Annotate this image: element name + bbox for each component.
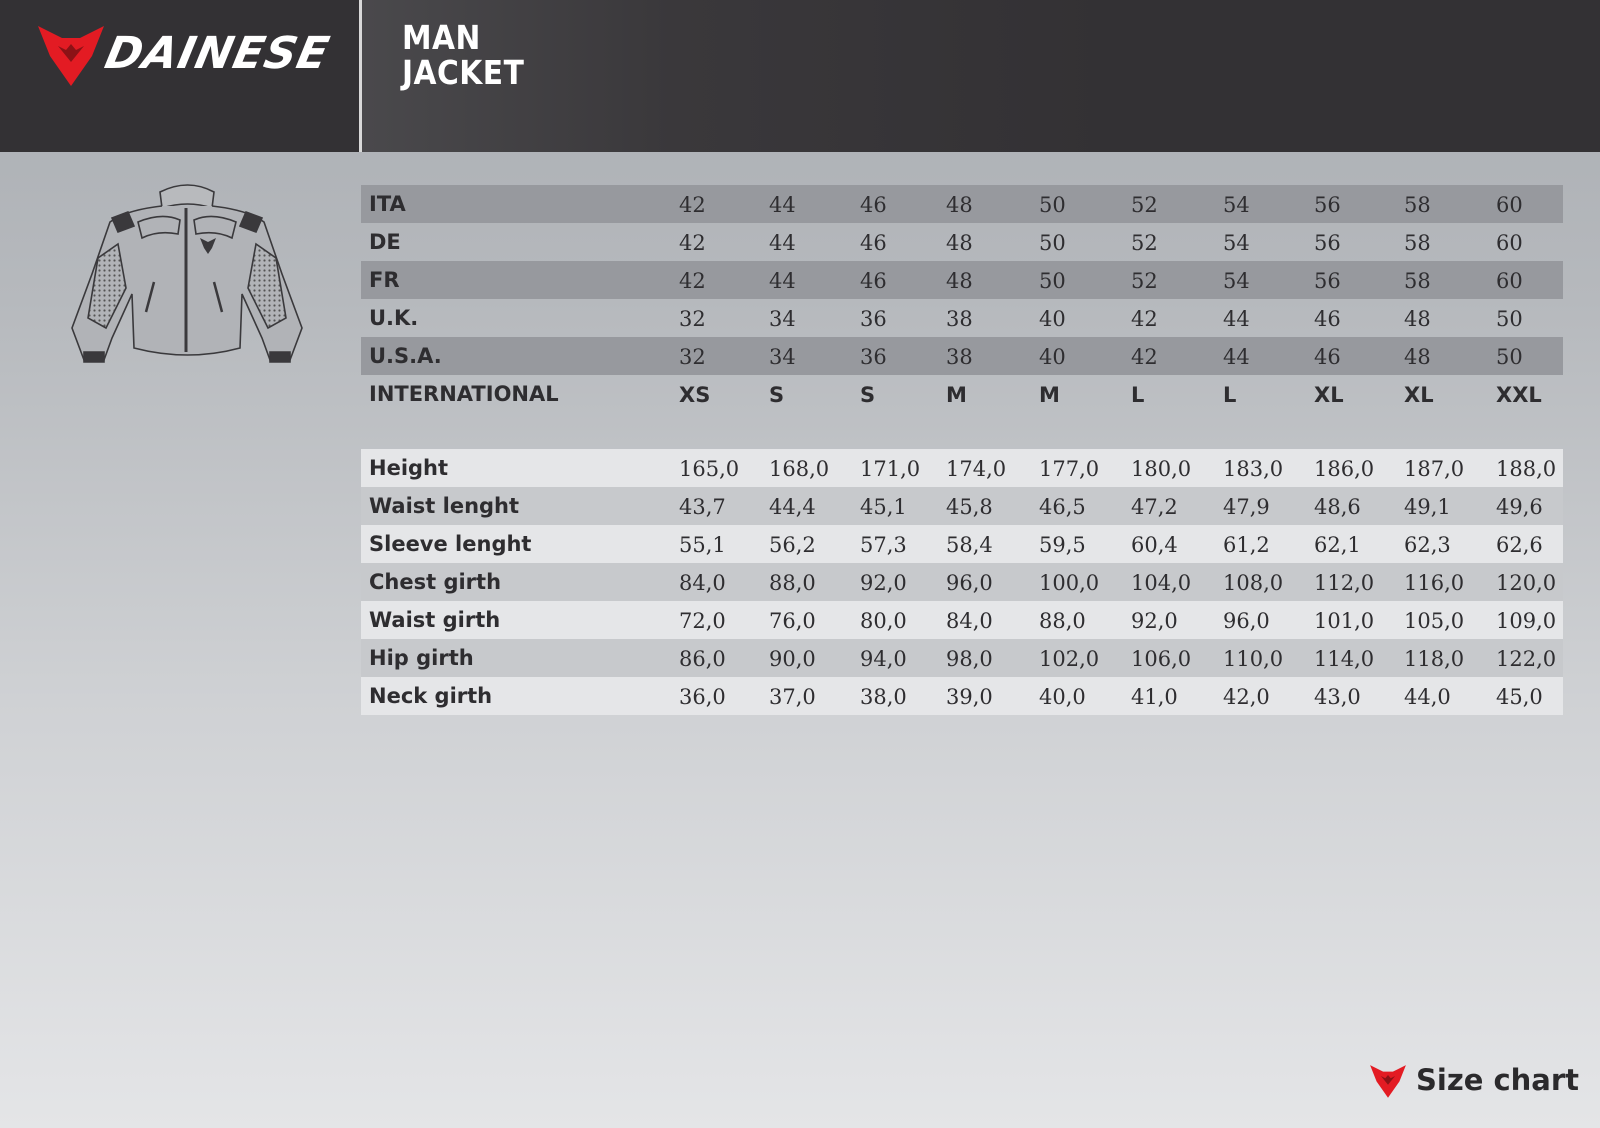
table-cell: XXL: [1496, 383, 1542, 407]
table-cell: 44,0: [1404, 685, 1451, 709]
table-cell: 50: [1039, 231, 1066, 255]
table-cell: 57,3: [860, 533, 907, 557]
table-cell: 101,0: [1314, 609, 1375, 633]
header-title-area: [362, 0, 1600, 152]
table-cell: 76,0: [769, 609, 816, 633]
measurement-row: [361, 563, 1563, 601]
brand-wordmark: DAINESE: [100, 28, 335, 79]
table-cell: XS: [679, 383, 711, 407]
size-conversion-table: [361, 185, 1563, 413]
dainese-devil-small-icon: [1368, 1063, 1408, 1101]
table-cell: 56: [1314, 269, 1341, 293]
table-cell: 72,0: [679, 609, 726, 633]
title-line-2: JACKET: [402, 53, 525, 92]
table-cell: 32: [679, 345, 706, 369]
table-cell: 174,0: [946, 457, 1007, 481]
title-line-1: MAN: [402, 18, 481, 57]
size-row: [361, 375, 1563, 413]
table-cell: 50: [1496, 345, 1523, 369]
table-cell: 44: [769, 269, 796, 293]
table-cell: 56: [1314, 231, 1341, 255]
table-cell: 186,0: [1314, 457, 1375, 481]
table-cell: 50: [1496, 307, 1523, 331]
table-cell: 80,0: [860, 609, 907, 633]
table-cell: 116,0: [1404, 571, 1465, 595]
table-cell: 42: [679, 269, 706, 293]
dainese-logo: [36, 22, 336, 92]
table-cell: 36: [860, 345, 887, 369]
row-label: Hip girth: [369, 646, 474, 670]
table-cell: 58: [1404, 269, 1431, 293]
table-cell: 56,2: [769, 533, 816, 557]
table-cell: 44: [1223, 307, 1250, 331]
row-label: Height: [369, 456, 449, 480]
table-cell: 92,0: [1131, 609, 1178, 633]
table-cell: L: [1223, 383, 1237, 407]
dainese-devil-icon: [36, 22, 106, 92]
table-cell: 34: [769, 345, 796, 369]
table-cell: 168,0: [769, 457, 830, 481]
table-cell: 42: [679, 231, 706, 255]
table-cell: 59,5: [1039, 533, 1086, 557]
table-cell: 52: [1131, 231, 1158, 255]
table-cell: 86,0: [679, 647, 726, 671]
table-cell: 34: [769, 307, 796, 331]
row-label: FR: [369, 268, 400, 292]
table-cell: 52: [1131, 193, 1158, 217]
table-cell: 37,0: [769, 685, 816, 709]
table-cell: 40: [1039, 345, 1066, 369]
table-cell: 114,0: [1314, 647, 1375, 671]
table-cell: 58: [1404, 193, 1431, 217]
table-cell: 84,0: [679, 571, 726, 595]
row-label: Chest girth: [369, 570, 502, 594]
table-cell: 41,0: [1131, 685, 1178, 709]
table-cell: 44: [1223, 345, 1250, 369]
jacket-illustration-icon: [62, 178, 312, 378]
table-cell: 96,0: [946, 571, 993, 595]
table-cell: M: [1039, 383, 1060, 407]
table-cell: 177,0: [1039, 457, 1100, 481]
row-label: Waist girth: [369, 608, 501, 632]
table-cell: 48: [946, 193, 973, 217]
table-cell: 118,0: [1404, 647, 1465, 671]
table-cell: 106,0: [1131, 647, 1192, 671]
table-cell: 54: [1223, 193, 1250, 217]
measurement-row: [361, 487, 1563, 525]
table-cell: 49,1: [1404, 495, 1451, 519]
table-cell: 52: [1131, 269, 1158, 293]
table-cell: 96,0: [1223, 609, 1270, 633]
table-cell: 100,0: [1039, 571, 1100, 595]
measurement-row: [361, 449, 1563, 487]
table-cell: 54: [1223, 269, 1250, 293]
table-cell: 36,0: [679, 685, 726, 709]
table-cell: 48: [946, 231, 973, 255]
footer-label: Size chart: [1416, 1063, 1580, 1097]
table-cell: 45,1: [860, 495, 907, 519]
table-cell: 46,5: [1039, 495, 1086, 519]
header: [0, 0, 1600, 152]
table-cell: 165,0: [679, 457, 740, 481]
row-label: U.K.: [369, 306, 419, 330]
table-cell: 180,0: [1131, 457, 1192, 481]
table-cell: 110,0: [1223, 647, 1284, 671]
page-title: [402, 20, 524, 90]
table-cell: 32: [679, 307, 706, 331]
table-cell: 48: [1404, 345, 1431, 369]
header-logo-area: [0, 0, 359, 152]
table-cell: 46: [1314, 345, 1341, 369]
table-cell: 39,0: [946, 685, 993, 709]
row-label: INTERNATIONAL: [369, 382, 559, 406]
table-cell: 122,0: [1496, 647, 1557, 671]
table-cell: S: [769, 383, 785, 407]
table-cell: 42: [1131, 345, 1158, 369]
table-cell: 46: [860, 269, 887, 293]
table-cell: 98,0: [946, 647, 993, 671]
table-cell: 42,0: [1223, 685, 1270, 709]
table-cell: 120,0: [1496, 571, 1557, 595]
table-cell: 38: [946, 345, 973, 369]
row-label: Neck girth: [369, 684, 493, 708]
row-label: U.S.A.: [369, 344, 442, 368]
table-cell: 50: [1039, 193, 1066, 217]
table-cell: 60: [1496, 193, 1523, 217]
table-cell: 171,0: [860, 457, 921, 481]
measurement-row: [361, 525, 1563, 563]
table-cell: 44: [769, 193, 796, 217]
size-row: [361, 185, 1563, 223]
table-cell: 188,0: [1496, 457, 1557, 481]
row-label: Sleeve lenght: [369, 532, 532, 556]
table-cell: 94,0: [860, 647, 907, 671]
size-row: [361, 223, 1563, 261]
table-cell: 45,0: [1496, 685, 1543, 709]
size-row: [361, 337, 1563, 375]
table-cell: 60,4: [1131, 533, 1178, 557]
table-cell: 45,8: [946, 495, 993, 519]
table-cell: 58: [1404, 231, 1431, 255]
row-label: ITA: [369, 192, 406, 216]
table-cell: 104,0: [1131, 571, 1192, 595]
table-cell: 38,0: [860, 685, 907, 709]
table-cell: 46: [1314, 307, 1341, 331]
table-cell: 58,4: [946, 533, 993, 557]
table-cell: 47,2: [1131, 495, 1178, 519]
table-cell: 109,0: [1496, 609, 1557, 633]
table-cell: 36: [860, 307, 887, 331]
measurement-row: [361, 601, 1563, 639]
table-cell: 92,0: [860, 571, 907, 595]
footer: [1368, 1063, 1580, 1103]
size-row: [361, 299, 1563, 337]
table-cell: 46: [860, 193, 887, 217]
table-cell: 62,6: [1496, 533, 1543, 557]
table-cell: 46: [860, 231, 887, 255]
table-cell: 42: [1131, 307, 1158, 331]
table-cell: 108,0: [1223, 571, 1284, 595]
table-cell: XL: [1314, 383, 1344, 407]
table-cell: 42: [679, 193, 706, 217]
table-cell: 60: [1496, 231, 1523, 255]
measurement-row: [361, 639, 1563, 677]
table-cell: 102,0: [1039, 647, 1100, 671]
table-cell: 47,9: [1223, 495, 1270, 519]
table-cell: 56: [1314, 193, 1341, 217]
table-cell: 112,0: [1314, 571, 1375, 595]
table-cell: 62,3: [1404, 533, 1451, 557]
row-label: DE: [369, 230, 401, 254]
table-cell: 48: [1404, 307, 1431, 331]
row-label: Waist lenght: [369, 494, 520, 518]
table-cell: 49,6: [1496, 495, 1543, 519]
table-cell: 88,0: [769, 571, 816, 595]
table-cell: 62,1: [1314, 533, 1361, 557]
table-cell: 84,0: [946, 609, 993, 633]
table-cell: 43,7: [679, 495, 726, 519]
table-cell: 54: [1223, 231, 1250, 255]
table-cell: S: [860, 383, 876, 407]
table-cell: 38: [946, 307, 973, 331]
measurements-table: [361, 449, 1563, 715]
table-cell: XL: [1404, 383, 1434, 407]
table-cell: 44: [769, 231, 796, 255]
table-cell: 44,4: [769, 495, 816, 519]
table-cell: 48: [946, 269, 973, 293]
table-cell: 60: [1496, 269, 1523, 293]
table-cell: 40,0: [1039, 685, 1086, 709]
table-cell: 90,0: [769, 647, 816, 671]
table-cell: 61,2: [1223, 533, 1270, 557]
table-cell: 187,0: [1404, 457, 1465, 481]
table-cell: 105,0: [1404, 609, 1465, 633]
measurement-row: [361, 677, 1563, 715]
table-cell: L: [1131, 383, 1145, 407]
table-cell: 55,1: [679, 533, 726, 557]
table-cell: 40: [1039, 307, 1066, 331]
size-row: [361, 261, 1563, 299]
table-cell: 88,0: [1039, 609, 1086, 633]
table-cell: M: [946, 383, 967, 407]
table-cell: 48,6: [1314, 495, 1361, 519]
table-cell: 50: [1039, 269, 1066, 293]
table-cell: 43,0: [1314, 685, 1361, 709]
table-cell: 183,0: [1223, 457, 1284, 481]
